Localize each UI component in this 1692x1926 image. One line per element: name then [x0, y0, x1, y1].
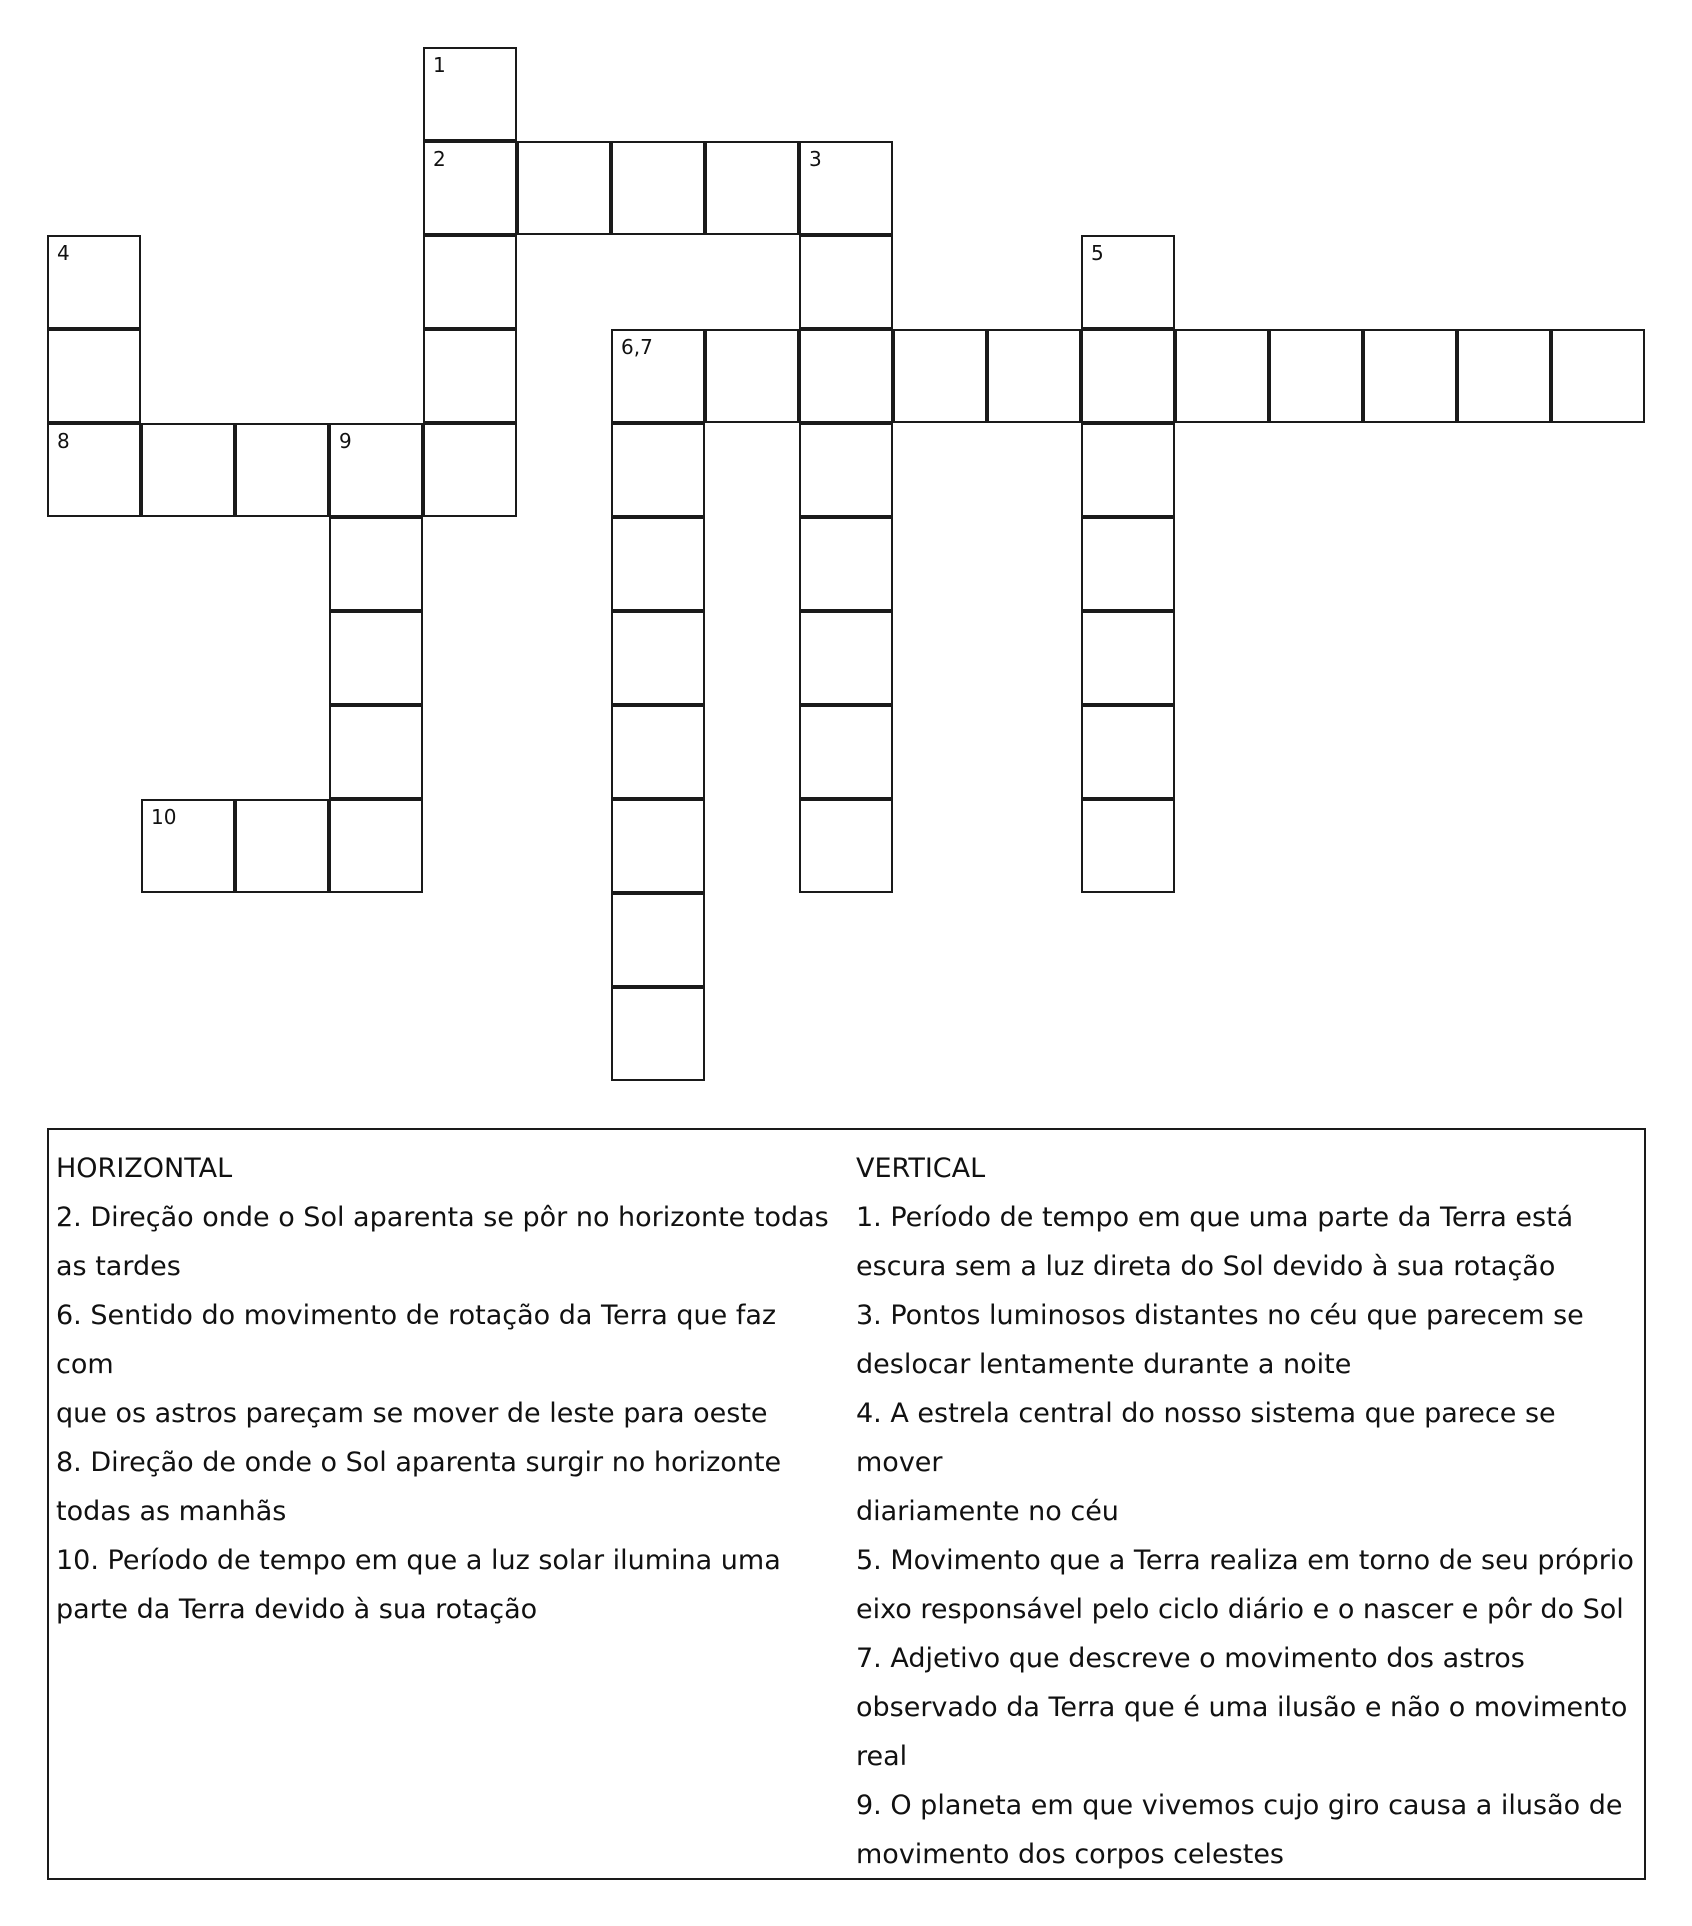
clue-line: 8. Direção de onde o Sol aparenta surgir no horizonte: [56, 1447, 782, 1478]
crossword-cell[interactable]: [799, 235, 893, 329]
crossword-cell[interactable]: [1269, 329, 1363, 423]
crossword-cell[interactable]: [1363, 329, 1457, 423]
crossword-cell[interactable]: [611, 423, 705, 517]
crossword-cell[interactable]: [611, 611, 705, 705]
clue-number: 9: [339, 429, 352, 453]
crossword-cell[interactable]: [1081, 705, 1175, 799]
crossword-cell[interactable]: [329, 705, 423, 799]
crossword-cell[interactable]: [799, 611, 893, 705]
crossword-cell[interactable]: [423, 423, 517, 517]
clue-number: 2: [433, 147, 446, 171]
clue-line: que os astros pareçam se mover de leste para oeste: [56, 1398, 768, 1429]
clue-line: 4. A estrela central do nosso sistema que parece se mover: [856, 1398, 1556, 1478]
clue-line: 2. Direção onde o Sol aparenta se pôr no horizonte todas: [56, 1202, 829, 1233]
crossword-cell[interactable]: [329, 517, 423, 611]
crossword-cell[interactable]: [1081, 517, 1175, 611]
crossword-cell[interactable]: [423, 141, 517, 235]
horizontal-heading: HORIZONTAL: [56, 1153, 233, 1184]
crossword-cell[interactable]: [799, 423, 893, 517]
clue-line: 7. Adjetivo que descreve o movimento dos astros: [856, 1643, 1525, 1674]
crossword-cell[interactable]: [611, 987, 705, 1081]
clue-number: 8: [57, 429, 70, 453]
clue-number: 1: [433, 53, 446, 77]
crossword-cell[interactable]: [235, 799, 329, 893]
crossword-cell[interactable]: [47, 423, 141, 517]
clues-box: [47, 1128, 1646, 1880]
crossword-cell[interactable]: [141, 423, 235, 517]
clue-line: movimento dos corpos celestes: [856, 1839, 1284, 1870]
crossword-cell[interactable]: [329, 799, 423, 893]
crossword-cell[interactable]: [423, 235, 517, 329]
crossword-cell[interactable]: [893, 329, 987, 423]
crossword-cell[interactable]: [1457, 329, 1551, 423]
clue-line: 1. Período de tempo em que uma parte da Terra está: [856, 1202, 1574, 1233]
crossword-cell[interactable]: [235, 423, 329, 517]
clue-line: parte da Terra devido à sua rotação: [56, 1594, 538, 1625]
vertical-clues: [856, 1144, 1642, 1879]
crossword-cell[interactable]: [611, 799, 705, 893]
clue-line: deslocar lentamente durante a noite: [856, 1349, 1352, 1380]
crossword-cell[interactable]: [517, 141, 611, 235]
clue-line: 9. O planeta em que vivemos cujo giro causa a ilusão de: [856, 1790, 1623, 1821]
clue-line: todas as manhãs: [56, 1496, 287, 1527]
crossword-cell[interactable]: [47, 329, 141, 423]
clue-number: 10: [151, 805, 177, 829]
crossword-cell[interactable]: [329, 423, 423, 517]
clue-line: as tardes: [56, 1251, 181, 1282]
crossword-cell[interactable]: [1081, 799, 1175, 893]
crossword-cell[interactable]: [423, 47, 517, 141]
vertical-heading: VERTICAL: [856, 1153, 986, 1184]
horizontal-clues: [56, 1144, 842, 1634]
crossword-cell[interactable]: [987, 329, 1081, 423]
crossword-cell[interactable]: [47, 235, 141, 329]
clue-number: 4: [57, 241, 70, 265]
crossword-cell[interactable]: [1081, 329, 1175, 423]
crossword-cell[interactable]: [1081, 423, 1175, 517]
crossword-cell[interactable]: [1081, 235, 1175, 329]
clue-line: diariamente no céu: [856, 1496, 1119, 1527]
clue-number: 6,7: [621, 335, 653, 359]
crossword-cell[interactable]: [423, 329, 517, 423]
clue-line: 6. Sentido do movimento de rotação da Terra que faz com: [56, 1300, 777, 1380]
clue-line: eixo responsável pelo ciclo diário e o nascer e pôr do Sol: [856, 1594, 1624, 1625]
crossword-cell[interactable]: [799, 799, 893, 893]
clue-line: real: [856, 1741, 908, 1772]
crossword-cell[interactable]: [329, 611, 423, 705]
crossword-cell[interactable]: [705, 141, 799, 235]
crossword-cell[interactable]: [705, 329, 799, 423]
crossword-cell[interactable]: [611, 705, 705, 799]
clue-number: 5: [1091, 241, 1104, 265]
clue-line: 5. Movimento que a Terra realiza em torno de seu próprio: [856, 1545, 1634, 1576]
crossword-cell[interactable]: [799, 705, 893, 799]
crossword-cell[interactable]: [141, 799, 235, 893]
clue-line: 3. Pontos luminosos distantes no céu que parecem se: [856, 1300, 1584, 1331]
crossword-cell[interactable]: [1175, 329, 1269, 423]
crossword-cell[interactable]: [611, 517, 705, 611]
crossword-cell[interactable]: [611, 329, 705, 423]
crossword-cell[interactable]: [799, 141, 893, 235]
clue-line: observado da Terra que é uma ilusão e não o movimento: [856, 1692, 1628, 1723]
clue-number: 3: [809, 147, 822, 171]
clue-line: 10. Período de tempo em que a luz solar ilumina uma: [56, 1545, 781, 1576]
crossword-cell[interactable]: [799, 517, 893, 611]
crossword-cell[interactable]: [611, 893, 705, 987]
crossword-cell[interactable]: [1081, 611, 1175, 705]
crossword-cell[interactable]: [1551, 329, 1645, 423]
crossword-cell[interactable]: [611, 141, 705, 235]
clue-line: escura sem a luz direta do Sol devido à sua rotação: [856, 1251, 1556, 1282]
crossword-cell[interactable]: [799, 329, 893, 423]
